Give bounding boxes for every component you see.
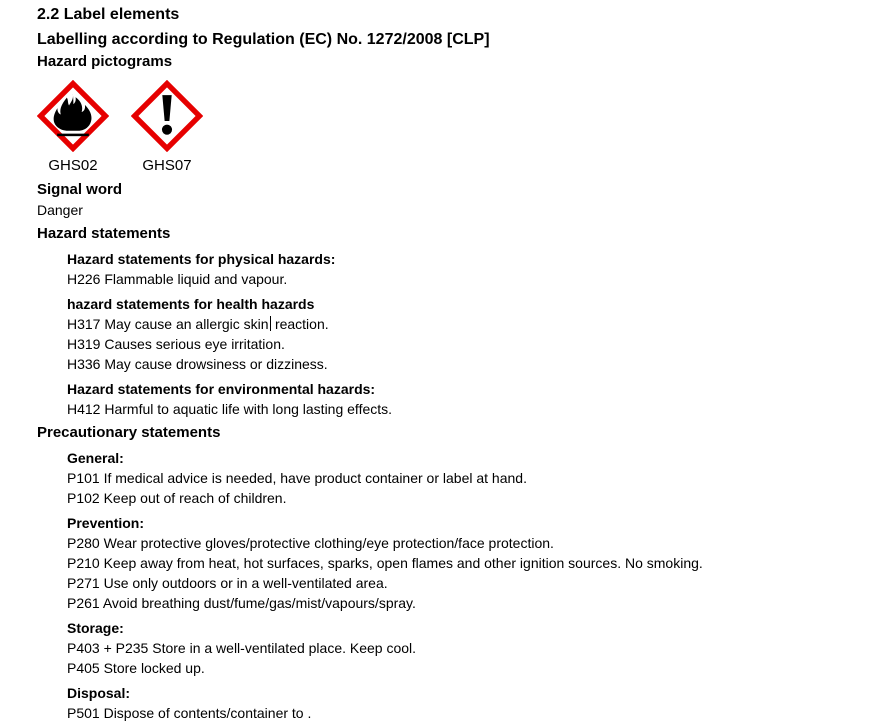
precautionary-statements-heading: Precautionary statements	[37, 424, 221, 441]
pictogram-code-ghs07: GHS07	[142, 157, 192, 174]
precautionary-group-general	[37, 448, 885, 508]
hazard-group-health	[37, 294, 885, 374]
statement-h319: H319 Causes serious eye irritation.	[67, 336, 285, 352]
hazard-pictograms-heading: Hazard pictograms	[37, 53, 173, 70]
precautionary-group-storage	[37, 618, 885, 678]
statement-h336: H336 May cause drowsiness or dizziness.	[67, 356, 328, 372]
precautionary-group-disposal	[37, 683, 885, 723]
prevention-subheading: Prevention:	[67, 515, 145, 531]
statement-p261: P261 Avoid breathing dust/fume/gas/mist/vapours/spray.	[67, 595, 416, 611]
section-title: 2.2 Label elements	[37, 6, 180, 23]
regulation-heading: Labelling according to Regulation (EC) No. 1272/2008 [CLP]	[37, 31, 490, 48]
statement-p101: P101 If medical advice is needed, have product container or label at hand.	[67, 470, 527, 486]
pictogram-ghs02	[37, 80, 109, 176]
hazard-group-physical	[37, 249, 885, 289]
hazard-group-environmental	[37, 379, 885, 419]
statement-h412: H412 Harmful to aquatic life with long lasting effects.	[67, 401, 393, 417]
statement-p210: P210 Keep away from heat, hot surfaces, sparks, open flames and other ignition sources. No smoking.	[67, 555, 703, 571]
general-subheading: General:	[67, 450, 124, 466]
statement-p271: P271 Use only outdoors or in a well-ventilated area.	[67, 575, 388, 591]
statement-p102: P102 Keep out of reach of children.	[67, 490, 287, 506]
statement-p501: P501 Dispose of contents/container to .	[67, 705, 312, 721]
statement-p403-p235: P403 + P235 Store in a well-ventilated place. Keep cool.	[67, 640, 417, 656]
signal-word-heading: Signal word	[37, 181, 123, 198]
statement-h317-before-caret: H317 May cause an allergic skin	[67, 316, 269, 332]
ghs07-exclamation-icon	[131, 80, 203, 152]
pictogram-code-ghs02: GHS02	[48, 157, 98, 174]
signal-word-value: Danger	[37, 202, 83, 218]
statement-h317	[67, 314, 885, 334]
statement-p405: P405 Store locked up.	[67, 660, 205, 676]
health-hazards-subheading: hazard statements for health hazards	[67, 296, 315, 312]
text-cursor	[270, 316, 272, 331]
disposal-subheading: Disposal:	[67, 685, 131, 701]
pictogram-row	[37, 80, 885, 176]
statement-h226: H226 Flammable liquid and vapour.	[67, 271, 288, 287]
precautionary-group-prevention	[37, 513, 885, 613]
environmental-hazards-subheading: Hazard statements for environmental hazards:	[67, 381, 376, 397]
statement-p280: P280 Wear protective gloves/protective clothing/eye protection/face protection.	[67, 535, 554, 551]
statement-h317-after-caret: reaction.	[274, 316, 329, 332]
ghs02-flame-icon	[37, 80, 109, 152]
physical-hazards-subheading: Hazard statements for physical hazards:	[67, 251, 336, 267]
storage-subheading: Storage:	[67, 620, 124, 636]
pictogram-ghs07	[131, 80, 203, 176]
hazard-statements-heading: Hazard statements	[37, 225, 171, 242]
